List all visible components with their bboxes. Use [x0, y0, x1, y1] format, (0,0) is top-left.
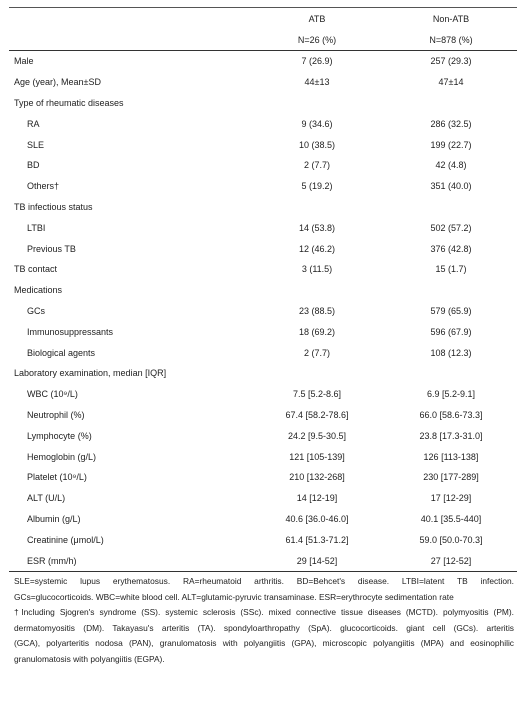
row-label: GCs: [27, 305, 45, 316]
non-atb-value: 40.1 [35.5-440]: [420, 513, 482, 524]
non-atb-value: 6.9 [5.2-9.1]: [426, 389, 476, 400]
non-atb-value: 257 (29.3): [430, 56, 472, 67]
atb-value: 40.6 [36.0-46.0]: [285, 513, 349, 524]
header-n-row: [9, 30, 517, 51]
atb-value: 5 (19.2): [301, 181, 333, 192]
non-atb-value: [385, 280, 517, 301]
non-atb-value: 126 [113-138]: [423, 451, 479, 462]
row-label: Biological agents: [27, 347, 96, 358]
header-empty-cell: [9, 30, 249, 51]
footnote-line: dermatomyositis (DM). Takayasu's arteritis (TA). spondyloarthropathy (SpA). glucocorticoids. giant cell (GCs). arteritis: [14, 622, 514, 633]
row-label: RA: [27, 118, 40, 129]
table-row: [9, 176, 517, 197]
table-row: [9, 425, 517, 446]
table-row: [9, 93, 517, 114]
non-atb-value: 47±14: [438, 77, 464, 88]
non-atb-value: 376 (42.8): [430, 243, 472, 254]
table-row: [9, 384, 517, 405]
row-label: Creatinine (μmol/L): [27, 534, 104, 545]
atb-value: 24.2 [9.5-30.5]: [287, 430, 347, 441]
table-row: [9, 550, 517, 571]
non-atb-value: 15 (1.7): [435, 264, 467, 275]
footnote-line: GCs=glucocorticoids. WBC=white blood cell. ALT=glutamic-pyruvic transaminase. ESR=erythrocyte sedimentation rate: [14, 591, 454, 602]
row-label: Type of rheumatic diseases: [14, 97, 124, 108]
row-label: ALT (U/L): [27, 493, 66, 504]
table-row: [9, 446, 517, 467]
baseline-characteristics-table: [9, 7, 517, 572]
table-row: [9, 72, 517, 93]
table-row: [9, 529, 517, 550]
atb-value: 67.4 [58.2-78.6]: [285, 409, 349, 420]
atb-value: 61.4 [51.3-71.2]: [285, 534, 349, 545]
row-label: Neutrophil (%): [27, 409, 85, 420]
row-label: Laboratory examination, median [IQR]: [14, 368, 167, 379]
row-label: Lymphocyte (%): [27, 430, 92, 441]
non-atb-value: 17 [12-29]: [430, 493, 472, 504]
non-atb-value: 351 (40.0): [430, 181, 472, 192]
table-row: [9, 238, 517, 259]
atb-value: 10 (38.5): [298, 139, 336, 150]
non-atb-value: [385, 363, 517, 384]
footnote-line: †Including Sjogren's syndrome (SS). systemic sclerosis (SSc). mixed connective tissue diseases (MCTD). polymyositis (PM).: [14, 607, 514, 618]
atb-value: 29 [14-52]: [249, 550, 385, 571]
table-row: [9, 363, 517, 384]
row-label: TB contact: [14, 264, 58, 275]
table-row: [9, 134, 517, 155]
row-label: Hemoglobin (g/L): [27, 451, 97, 462]
row-label: Platelet (10⁹/L): [27, 472, 87, 483]
non-atb-value: 502 (57.2): [430, 222, 472, 233]
row-label: SLE: [27, 139, 45, 150]
table-row: [9, 321, 517, 342]
row-label: TB infectious status: [14, 201, 93, 212]
table-row: [9, 51, 517, 72]
atb-value: 3 (11.5): [301, 264, 333, 275]
footnote-line: (GCA), polyarteritis nodosa (PAN), granulomatosis with polyangiitis (GPA), microscopic polyangiitis (MPA) and eosinophilic: [14, 638, 514, 649]
header-n-non-atb: N=878 (%): [385, 30, 517, 51]
row-label: Others†: [27, 181, 60, 192]
non-atb-value: [385, 197, 517, 218]
atb-value: [249, 93, 385, 114]
atb-value: 9 (34.6): [301, 118, 333, 129]
table-row: [9, 217, 517, 238]
atb-value: 2 (7.7): [303, 160, 330, 171]
table-row: [9, 259, 517, 280]
atb-value: 44±13: [304, 77, 330, 88]
row-label: Immunosuppressants: [27, 326, 114, 337]
header-non-atb: Non-ATB: [385, 8, 517, 31]
non-atb-value: 23.8 [17.3-31.0]: [419, 430, 483, 441]
atb-value: 14 (53.8): [298, 222, 336, 233]
table-row: [9, 280, 517, 301]
atb-value: 23 (88.5): [298, 305, 336, 316]
table-row: [9, 405, 517, 426]
non-atb-value: 230 [177-289]: [423, 472, 479, 483]
atb-value: 2 (7.7): [303, 347, 330, 358]
table-row: [9, 488, 517, 509]
atb-value: [249, 197, 385, 218]
header-n-atb: N=26 (%): [249, 30, 385, 51]
atb-value: 7 (26.9): [301, 56, 333, 67]
row-label: Age (year), Mean±SD: [14, 77, 101, 88]
non-atb-value: 108 (12.3): [430, 347, 472, 358]
atb-value: [249, 363, 385, 384]
table-footnotes: [14, 574, 514, 668]
table-body: [9, 51, 517, 572]
header-row: [9, 8, 517, 31]
non-atb-value: 27 [12-52]: [385, 550, 517, 571]
non-atb-value: [385, 93, 517, 114]
row-label: WBC (10⁹/L): [27, 389, 78, 400]
atb-value: [249, 280, 385, 301]
table-row: [9, 342, 517, 363]
non-atb-value: 42 (4.8): [435, 160, 467, 171]
non-atb-value: 579 (65.9): [430, 305, 472, 316]
table-row: [9, 197, 517, 218]
row-label: LTBI: [27, 222, 46, 233]
table-row: [9, 301, 517, 322]
non-atb-value: 59.0 [50.0-70.3]: [419, 534, 483, 545]
footnote-line: granulomatosis with polyangiitis (EGPA).: [14, 653, 165, 664]
table-row: [9, 155, 517, 176]
atb-value: 121 [105-139]: [289, 451, 345, 462]
header-atb: ATB: [249, 8, 385, 31]
row-label: BD: [27, 160, 40, 171]
header-empty-cell: [9, 8, 249, 31]
table-row: [9, 467, 517, 488]
atb-value: 7.5 [5.2-8.6]: [292, 389, 342, 400]
row-label: Albumin (g/L): [27, 513, 81, 524]
footnote-line: SLE=systemic lupus erythematosus. RA=rheumatoid arthritis. BD=Behcet's disease. LTBI=latent TB infection.: [14, 576, 514, 586]
non-atb-value: 596 (67.9): [430, 326, 472, 337]
non-atb-value: 286 (32.5): [430, 118, 472, 129]
table-row: [9, 509, 517, 530]
row-label: Medications: [14, 285, 63, 296]
atb-value: 18 (69.2): [298, 326, 336, 337]
table-row: [9, 113, 517, 134]
row-label: Previous TB: [27, 243, 76, 254]
atb-value: 14 [12-19]: [296, 493, 338, 504]
row-label: Male: [14, 56, 34, 67]
non-atb-value: 199 (22.7): [430, 139, 472, 150]
atb-value: 12 (46.2): [298, 243, 336, 254]
atb-value: 210 [132-268]: [289, 472, 345, 483]
non-atb-value: 66.0 [58.6-73.3]: [419, 409, 483, 420]
row-label: ESR (mm/h): [9, 550, 249, 571]
